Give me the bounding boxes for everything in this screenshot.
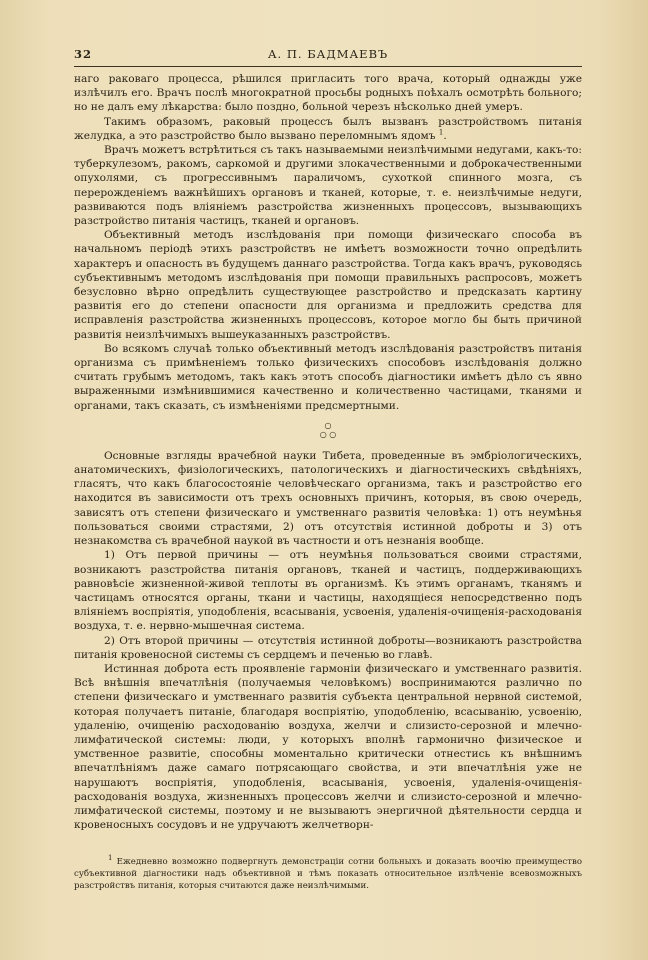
- footnote: [74, 856, 582, 892]
- paragraph: 1) Отъ первой причины — отъ неумѣнья пользоваться своими страстями, возникаютъ разстройства питанія органовъ, тканей и частицъ, поддерживающихъ равновѣсіе жизненной-живой теплоты въ организмѣ. Къ этимъ органамъ, тканямъ и частицамъ относятся органы, ткани и частицы, находящіеся непосредственно подъ вліяніемъ воспріятія, уподобленія, всасыванія, усвоенія, удаленія-очищенія-расходованія воздуха, т. е. нервно-мышечная система.: [74, 549, 582, 633]
- separator-top: ○: [324, 420, 332, 430]
- separator-bottom: ○ ○: [319, 429, 337, 439]
- paragraph: Врачъ можетъ встрѣтиться съ такъ называемыми неизлѣчимыми недугами, какъ-то: туберкулезомъ, ракомъ, саркомой и другими злокачественными и доброкачественными опухолями, съ прогрессивнымъ параличомъ, сухоткой спинного мозга, съ перерожденіемъ важнѣйшихъ органовъ и тканей, которые, т. е. неизлѣчимые недуги, развиваются подъ вліяніемъ разстройства жизненныхъ процессовъ, вызывающихъ разстройство питанія частицъ, тканей и органовъ.: [74, 144, 582, 228]
- running-head: А. П. БАДМАЕВЪ: [267, 47, 389, 61]
- paragraph-continued: наго раковаго процесса, рѣшился пригласить того врача, который однажды уже излѣчилъ его. Врачъ послѣ многократной просьбы родныхъ поѣхалъ осмотрѣть больного; но не далъ ему лѣкарства: было поздно, больной черезъ нѣсколько дней умеръ.: [74, 73, 582, 114]
- section-separator: [74, 421, 582, 439]
- paragraph: Истинная доброта есть проявленіе гармоніи физическаго и умственнаго развитія. Всѣ внѣшнія впечатлѣнія (получаемыя человѣкомъ) воспринимаются различно по степени физическаго и умственнаго развитія субъекта центральной нервной системой, которая получаетъ питаніе, благодаря воспріятію, уподобленію, всасыванію, усвоенію, удаленію, очищенію расходованію воздуха, желчи и слизисто-серозной и млечно-лимфатической системы: люди, у которыхъ вполнѣ гармонично физическое и умственное развитіе, способны моментально критически отнестись къ внѣшнимъ впечатлѣніямъ даже самаго потрясающаго свойства, и эти впечатлѣнія уже не нарушаютъ воспріятія, уподобленія, всасыванія, усвоенія, удаленія-очищенія-расходованія воздуха, жизненныхъ процессовъ желчи и слизисто-серозной и млечно-лимфатической системы, поэтому и не вызываютъ энергичной дѣятельности сердца и кровеносныхъ сосудовъ и не удручаютъ желчетворн-: [74, 662, 582, 832]
- page-header: [74, 47, 582, 65]
- paragraph: Основные взгляды врачебной науки Тибета, проведенные въ эмбріологическихъ, анатомическихъ, физіологическихъ, патологическихъ и діагностическихъ свѣдѣніяхъ, гласятъ, что какъ благосостояніе человѣческаго организма, такъ и разстройство его находится въ зависимости отъ трехъ основныхъ причинъ, которыя, въ свою очередь, зависятъ отъ степени физическаго и умственнаго развитія человѣка: 1) отъ неумѣнья пользоваться своими страстями, 2) отъ отсутствія истинной доброты и 3) отъ незнакомства съ врачебной наукой въ частности и отъ незнанія вообще.: [74, 449, 582, 548]
- header-rule: [74, 66, 582, 67]
- paragraph: 2) Отъ второй причины — отсутствія истинной доброты—возникаютъ разстройства питанія кровеносной системы съ сердцемъ и печенью во главѣ.: [74, 634, 582, 661]
- paragraph: Во всякомъ случаѣ только объективный методъ изслѣдованія разстройствъ питанія организма съ примѣненіемъ только физическихъ способовъ изслѣдованія должно считать грубымъ методомъ, такъ какъ этотъ способъ діагностики имѣетъ дѣло съ явно выраженными измѣнившимися качественно и количественно частицами, тканями и органами, такъ сказать, съ измѣненіями предсмертными.: [74, 342, 582, 412]
- page-number: 32: [74, 47, 93, 61]
- paragraph: Объективный методъ изслѣдованія при помощи физическаго способа въ начальномъ періодѣ этихъ разстройствъ не имѣетъ возможности точно опредѣлить характеръ и опасность въ будущемъ даннаго разстройства. Тогда какъ врачъ, руководясь субъективнымъ методомъ изслѣдованія при помощи правильныхъ распросовъ, можетъ безусловно вѣрно опредѣлить существующее разстройство и предсказать картину развитія его до степени опасности для организма и предложить средства для исправленія разстройства жизненныхъ процессовъ, которое могло бы быть причиной развитія неизлѣчимыхъ вышеуказанныхъ разстройствъ.: [74, 229, 582, 341]
- paragraph: Такимъ образомъ, раковый процессъ былъ вызванъ разстройствомъ питанія желудка, а это разстройство было вызвано переломнымъ ядомъ $^1$.: [74, 115, 582, 142]
- footnote-marker: 1: [108, 854, 113, 863]
- footnote-reference: 1: [438, 128, 444, 137]
- footnote-paragraph: [74, 856, 582, 892]
- main-text: [74, 72, 582, 832]
- footnote-text: Ежедневно возможно подвергнуть демонстраціи сотни больныхъ и доказать воочію преимущество субъективной діагностики надъ объективной и тѣмъ показать относительное излѣченіе всевозможныхъ разстройствъ питанія, которыя считаются даже неизлѣчимыми.: [74, 857, 582, 891]
- paragraph-text: Такимъ образомъ, раковый процессъ былъ вызванъ разстройствомъ питанія желудка, а это разстройство было вызвано переломнымъ ядомъ: [74, 115, 582, 142]
